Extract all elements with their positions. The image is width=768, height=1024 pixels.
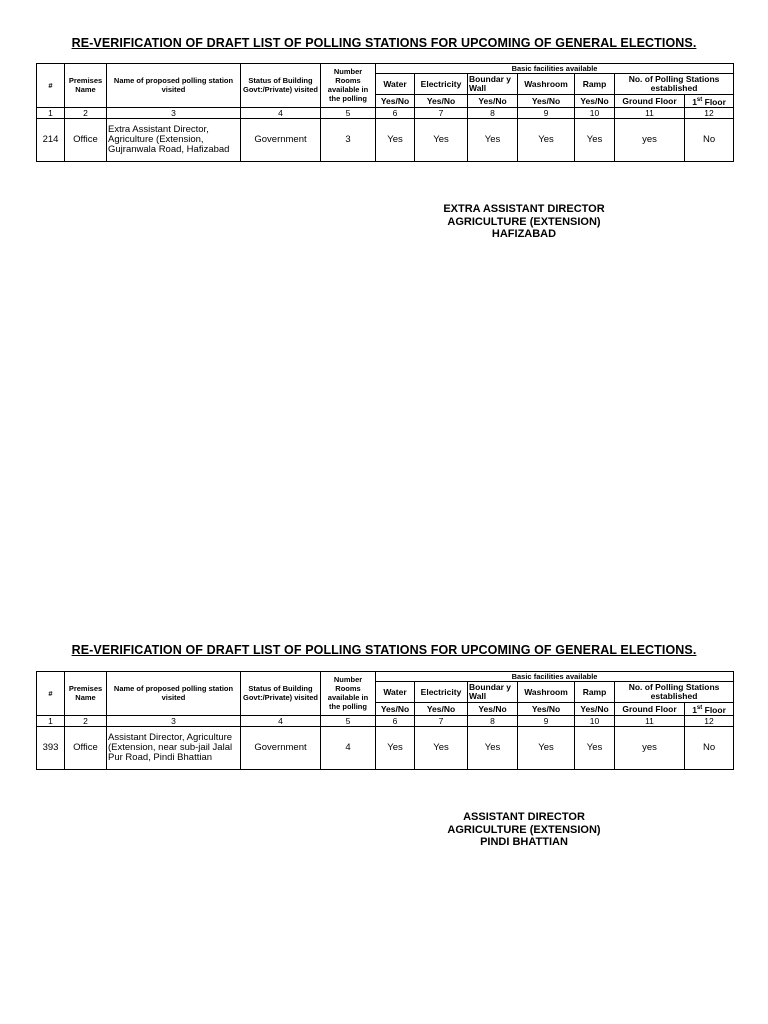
column-number-row xyxy=(37,107,734,118)
column-number: 3 xyxy=(107,107,241,118)
column-number: 12 xyxy=(685,715,734,726)
cell-boundary-wall: Yes xyxy=(468,118,518,161)
header-washroom: Washroom xyxy=(518,74,575,95)
header-first-floor xyxy=(685,703,734,716)
header-ramp: Ramp xyxy=(575,682,615,703)
header-no: # xyxy=(37,64,65,108)
column-number: 6 xyxy=(376,107,415,118)
header-ground-floor: Ground Floor xyxy=(615,703,685,716)
column-number: 7 xyxy=(415,107,468,118)
column-number: 2 xyxy=(65,107,107,118)
header-first-floor-suffix: st xyxy=(696,97,703,103)
cell-ramp: Yes xyxy=(575,118,615,161)
cell-washroom: Yes xyxy=(518,118,575,161)
column-number: 3 xyxy=(107,715,241,726)
cell-first-floor: No xyxy=(685,118,734,161)
header-first-floor-number: 1 xyxy=(692,704,697,715)
header-first-floor-number: 1 xyxy=(692,96,697,107)
header-premises: Premises Name xyxy=(65,64,107,108)
column-number: 2 xyxy=(65,715,107,726)
header-washroom: Washroom xyxy=(518,682,575,703)
header-yes-no: Yes/No xyxy=(468,703,518,716)
polling-station-table xyxy=(36,671,734,770)
cell-ground-floor: yes xyxy=(615,726,685,769)
header-yes-no: Yes/No xyxy=(376,95,415,108)
header-electricity: Electricity xyxy=(415,74,468,95)
cell-ground-floor: yes xyxy=(615,118,685,161)
header-first-floor-label: Floor xyxy=(702,704,726,715)
signature-line: HAFIZABAD xyxy=(491,228,557,240)
column-number: 9 xyxy=(518,107,575,118)
header-boundary-wall: Boundar y Wall xyxy=(468,74,518,95)
header-basic-facilities: Basic facilities available xyxy=(376,672,734,682)
header-ground-floor: Ground Floor xyxy=(615,95,685,108)
header-row xyxy=(37,64,734,74)
column-number: 1 xyxy=(37,715,65,726)
column-number: 5 xyxy=(321,107,376,118)
header-first-floor xyxy=(685,95,734,108)
page-title: RE-VERIFICATION OF DRAFT LIST OF POLLING STATIONS FOR UPCOMING OF GENERAL ELECTIONS. xyxy=(71,36,697,50)
header-basic-facilities: Basic facilities available xyxy=(376,64,734,74)
cell-building-status: Government xyxy=(241,726,321,769)
header-water: Water xyxy=(376,682,415,703)
column-number: 6 xyxy=(376,715,415,726)
cell-rooms: 3 xyxy=(321,118,376,161)
header-yes-no: Yes/No xyxy=(468,95,518,108)
cell-water: Yes xyxy=(376,118,415,161)
column-number: 9 xyxy=(518,715,575,726)
signature-line: AGRICULTURE (EXTENSION) xyxy=(447,823,601,836)
header-row xyxy=(37,672,734,682)
header-no: # xyxy=(37,672,65,716)
polling-station-table xyxy=(36,63,734,162)
cell-no: 214 xyxy=(37,118,65,161)
header-premises: Premises Name xyxy=(65,672,107,716)
header-building-status: Status of Building Govt:/Private) visited xyxy=(241,64,321,108)
cell-premises: Office xyxy=(65,726,107,769)
header-yes-no: Yes/No xyxy=(518,703,575,716)
header-boundary-wall: Boundar y Wall xyxy=(468,682,518,703)
column-number: 4 xyxy=(241,107,321,118)
cell-building-status: Government xyxy=(241,118,321,161)
cell-washroom: Yes xyxy=(518,726,575,769)
header-yes-no: Yes/No xyxy=(376,703,415,716)
header-ramp: Ramp xyxy=(575,74,615,95)
column-number: 4 xyxy=(241,715,321,726)
header-polling-station-name: Name of proposed polling station visited xyxy=(107,672,241,716)
signature-line: AGRICULTURE (EXTENSION) xyxy=(447,215,601,228)
column-number: 7 xyxy=(415,715,468,726)
column-number: 8 xyxy=(468,107,518,118)
cell-first-floor: No xyxy=(685,726,734,769)
table-row xyxy=(37,726,734,769)
signature-block xyxy=(404,811,644,849)
header-polling-stations-established: No. of Polling Stations established xyxy=(615,74,734,95)
header-polling-stations-established: No. of Polling Stations established xyxy=(615,682,734,703)
column-number-row xyxy=(37,715,734,726)
column-number: 11 xyxy=(615,715,685,726)
signature-block xyxy=(404,203,644,241)
signature-line: EXTRA ASSISTANT DIRECTOR xyxy=(443,203,605,215)
header-building-status: Status of Building Govt:/Private) visited xyxy=(241,672,321,716)
cell-polling-station-name: Assistant Director, Agriculture (Extension, near sub-jail Jalal Pur Road, Pindi Bhattian xyxy=(107,726,241,769)
header-first-floor-suffix: st xyxy=(696,705,703,711)
cell-electricity: Yes xyxy=(415,726,468,769)
cell-polling-station-name: Extra Assistant Director, Agriculture (Extension, Gujranwala Road, Hafizabad xyxy=(107,118,241,161)
table-row xyxy=(37,118,734,161)
header-yes-no: Yes/No xyxy=(518,95,575,108)
header-rooms: Number Rooms available in the polling xyxy=(321,672,376,716)
column-number: 1 xyxy=(37,107,65,118)
cell-electricity: Yes xyxy=(415,118,468,161)
page-title: RE-VERIFICATION OF DRAFT LIST OF POLLING STATIONS FOR UPCOMING OF GENERAL ELECTIONS. xyxy=(71,643,697,657)
column-number: 12 xyxy=(685,107,734,118)
cell-ramp: Yes xyxy=(575,726,615,769)
header-water: Water xyxy=(376,74,415,95)
signature-line: ASSISTANT DIRECTOR xyxy=(463,811,585,823)
column-number: 5 xyxy=(321,715,376,726)
column-number: 10 xyxy=(575,107,615,118)
header-yes-no: Yes/No xyxy=(575,95,615,108)
cell-premises: Office xyxy=(65,118,107,161)
column-number: 8 xyxy=(468,715,518,726)
header-rooms: Number Rooms available in the polling xyxy=(321,64,376,108)
column-number: 11 xyxy=(615,107,685,118)
header-electricity: Electricity xyxy=(415,682,468,703)
header-first-floor-label: Floor xyxy=(702,96,726,107)
cell-no: 393 xyxy=(37,726,65,769)
header-yes-no: Yes/No xyxy=(415,703,468,716)
header-yes-no: Yes/No xyxy=(575,703,615,716)
header-yes-no: Yes/No xyxy=(415,95,468,108)
signature-line: PINDI BHATTIAN xyxy=(480,836,568,848)
header-polling-station-name: Name of proposed polling station visited xyxy=(107,64,241,108)
column-number: 10 xyxy=(575,715,615,726)
cell-water: Yes xyxy=(376,726,415,769)
cell-rooms: 4 xyxy=(321,726,376,769)
cell-boundary-wall: Yes xyxy=(468,726,518,769)
